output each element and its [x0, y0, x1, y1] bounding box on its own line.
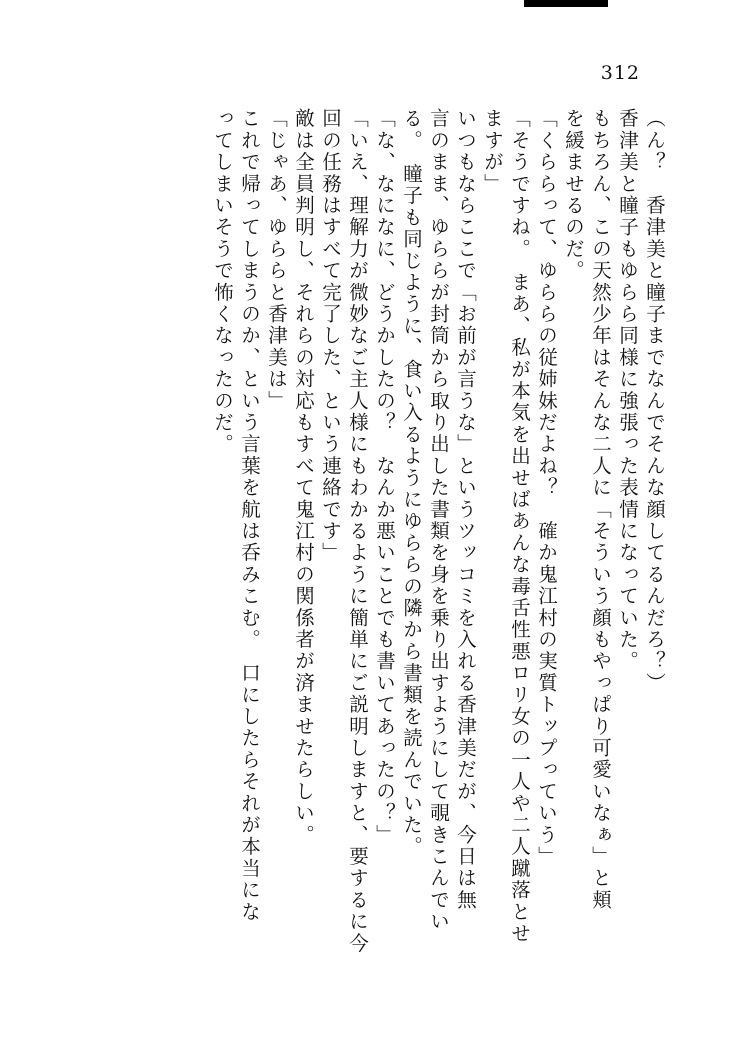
text-line: 「な、なになに、どうかしたの？ なんか悪いことでも書いてあったの？」: [373, 108, 396, 846]
text-line: 香津美と瞳子もゆらら同様に強張った表情になっていた。: [616, 108, 639, 673]
page-number: 312: [600, 62, 640, 84]
vertical-text-block: [82, 108, 664, 958]
text-line: 敵は全員判明し、それらの対応もすべて鬼江村の関係者が済ませたらしい。: [292, 108, 315, 846]
text-line: を緩ませるのだ。: [562, 108, 585, 282]
text-line: 「じゃあ、ゆららと香津美は」: [265, 108, 288, 412]
text-line: 「そうですね。 まあ、私が本気を出せばあんな毒舌性悪ロリ女の一人や二人蹴落とせ: [508, 108, 531, 945]
text-line: いつもならここで「お前が言うな」というツッコミを入れる香津美だが、今日は無: [454, 108, 477, 911]
text-line: 言のまま、ゆららが封筒から取り出した書類を身を乗り出すようにして覗きこんでい: [427, 108, 450, 933]
text-line: ますが」: [481, 108, 504, 195]
text-line: もちろん、この天然少年はそんな二人に「そういう顔もやっぱり可愛いなぁ」と頬: [589, 108, 612, 911]
text-line: 「くららって、ゆららの従姉妹だよね？ 確か鬼江村の実質トップっていう」: [535, 108, 558, 868]
text-line: る。 瞳子も同じように、食い入るようにゆららの隣から書類を読んでいた。: [400, 108, 423, 858]
text-line: これで帰ってしまうのか、という言葉を航は呑みこむ。 口にしたらそれが本当にな: [238, 108, 261, 923]
text-line: 回の任務はすべて完了した、という連絡です」: [319, 108, 342, 564]
text-line: ってしまいそうで怖くなったのだ。: [211, 108, 234, 456]
text-line: （ん？ 香津美と瞳子までなんでそんな顔してるんだろ？）: [643, 108, 666, 694]
text-line: 「いえ、理解力が微妙なご主人様にもわかるように簡単にご説明しますと、要するに今: [346, 108, 369, 955]
